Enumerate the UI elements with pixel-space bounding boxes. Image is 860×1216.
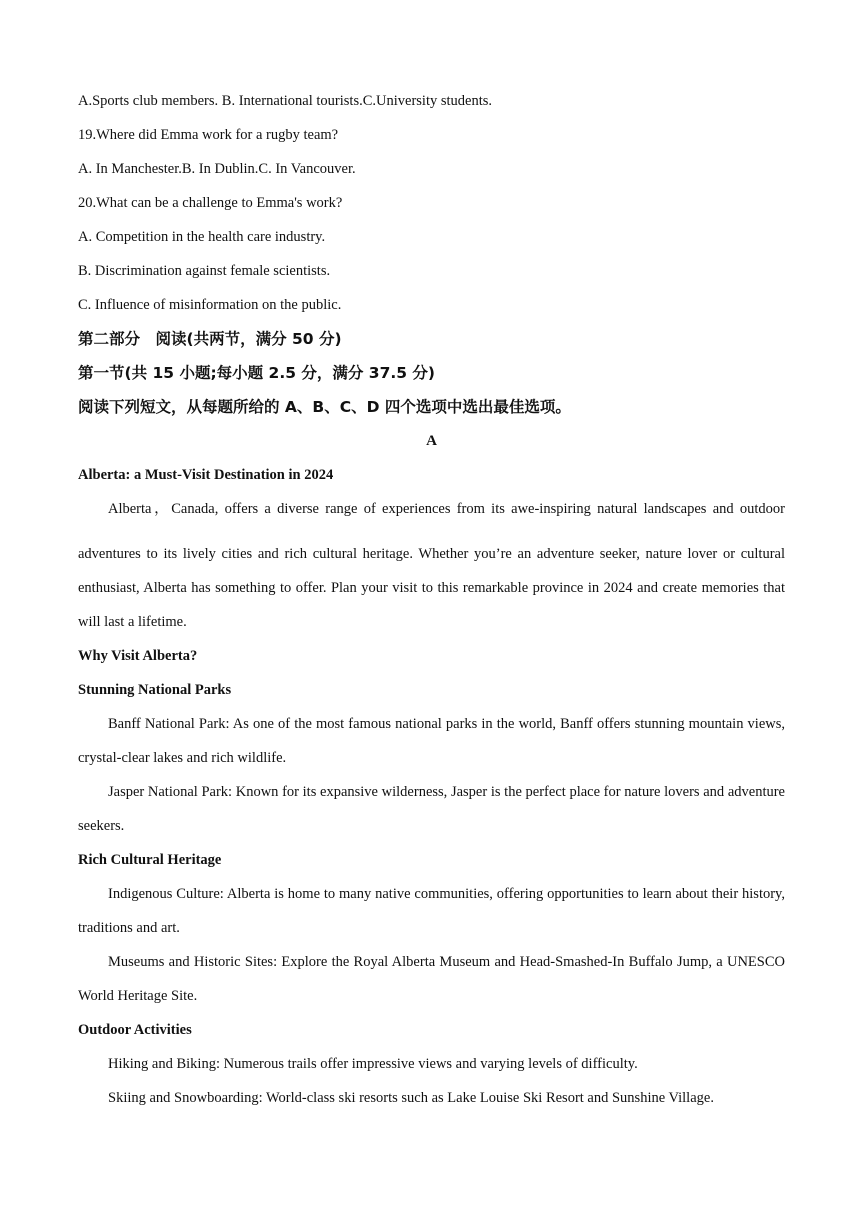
q20-option-c: C. Influence of misinformation on the public. <box>78 297 342 313</box>
outdoor-heading: Outdoor Activities <box>78 1022 192 1038</box>
intro-paragraph-rest: adventures to its lively cities and rich cultural heritage. Whether you’re an adventure seeker, nature lover or cultural enthusiast, Alberta has something to offer. Plan your visit to this remarkable province in 2024 and create memories that will last a lifetime. <box>78 546 785 630</box>
passage-letter: A <box>426 433 437 449</box>
skiing-paragraph: Skiing and Snowboarding: World-class ski resorts such as Lake Louise Ski Resort and Sunshine Village. <box>108 1090 714 1106</box>
why-visit-heading: Why Visit Alberta? <box>78 648 198 664</box>
intro-paragraph <box>78 492 785 537</box>
parks-heading: Stunning National Parks <box>78 682 232 698</box>
jasper-paragraph: Jasper National Park: Known for its expansive wilderness, Jasper is the perfect place for nature lovers and adventure seekers. <box>78 784 785 834</box>
q19-question: 19.Where did Emma work for a rugby team? <box>78 127 339 143</box>
q20-question: 20.What can be a challenge to Emma's work? <box>78 195 343 211</box>
q18-options: A.Sports club members. B. International tourists.C.University students. <box>78 93 493 109</box>
section-subtitle: 第一节(共 15 小题;每小题 2.5 分，满分 37.5 分) <box>78 364 436 382</box>
banff-paragraph: Banff National Park: As one of the most famous national parks in the world, Banff offers stunning mountain views, crystal-clear lakes and rich wildlife. <box>78 716 785 766</box>
museums-paragraph: Museums and Historic Sites: Explore the Royal Alberta Museum and Head-Smashed-In Buffalo Jump, a UNESCO World Heritage Site. <box>78 954 785 1004</box>
q20-option-a: A. Competition in the health care industry. <box>78 229 326 245</box>
article-title: Alberta: a Must-Visit Destination in 2024 <box>78 467 334 483</box>
indigenous-paragraph: Indigenous Culture: Alberta is home to many native communities, offering opportunities to learn about their history, traditions and art. <box>78 886 785 936</box>
hiking-paragraph: Hiking and Biking: Numerous trails offer impressive views and varying levels of difficulty. <box>108 1056 638 1072</box>
q20-option-b: B. Discrimination against female scientists. <box>78 263 331 279</box>
reading-instruction: 阅读下列短文，从每题所给的 A、B、C、D 四个选项中选出最佳选项。 <box>78 398 571 416</box>
heritage-heading: Rich Cultural Heritage <box>78 852 222 868</box>
q19-options: A. In Manchester.B. In Dublin.C. In Vancouver. <box>78 161 356 177</box>
intro-first-line: Alberta，Canada, offers a diverse range of experiences from its awe-inspiring natural landscapes and outdoor <box>108 501 785 517</box>
part-title: 第二部分 阅读(共两节，满分 50 分) <box>78 330 342 348</box>
document-page <box>78 84 785 1115</box>
